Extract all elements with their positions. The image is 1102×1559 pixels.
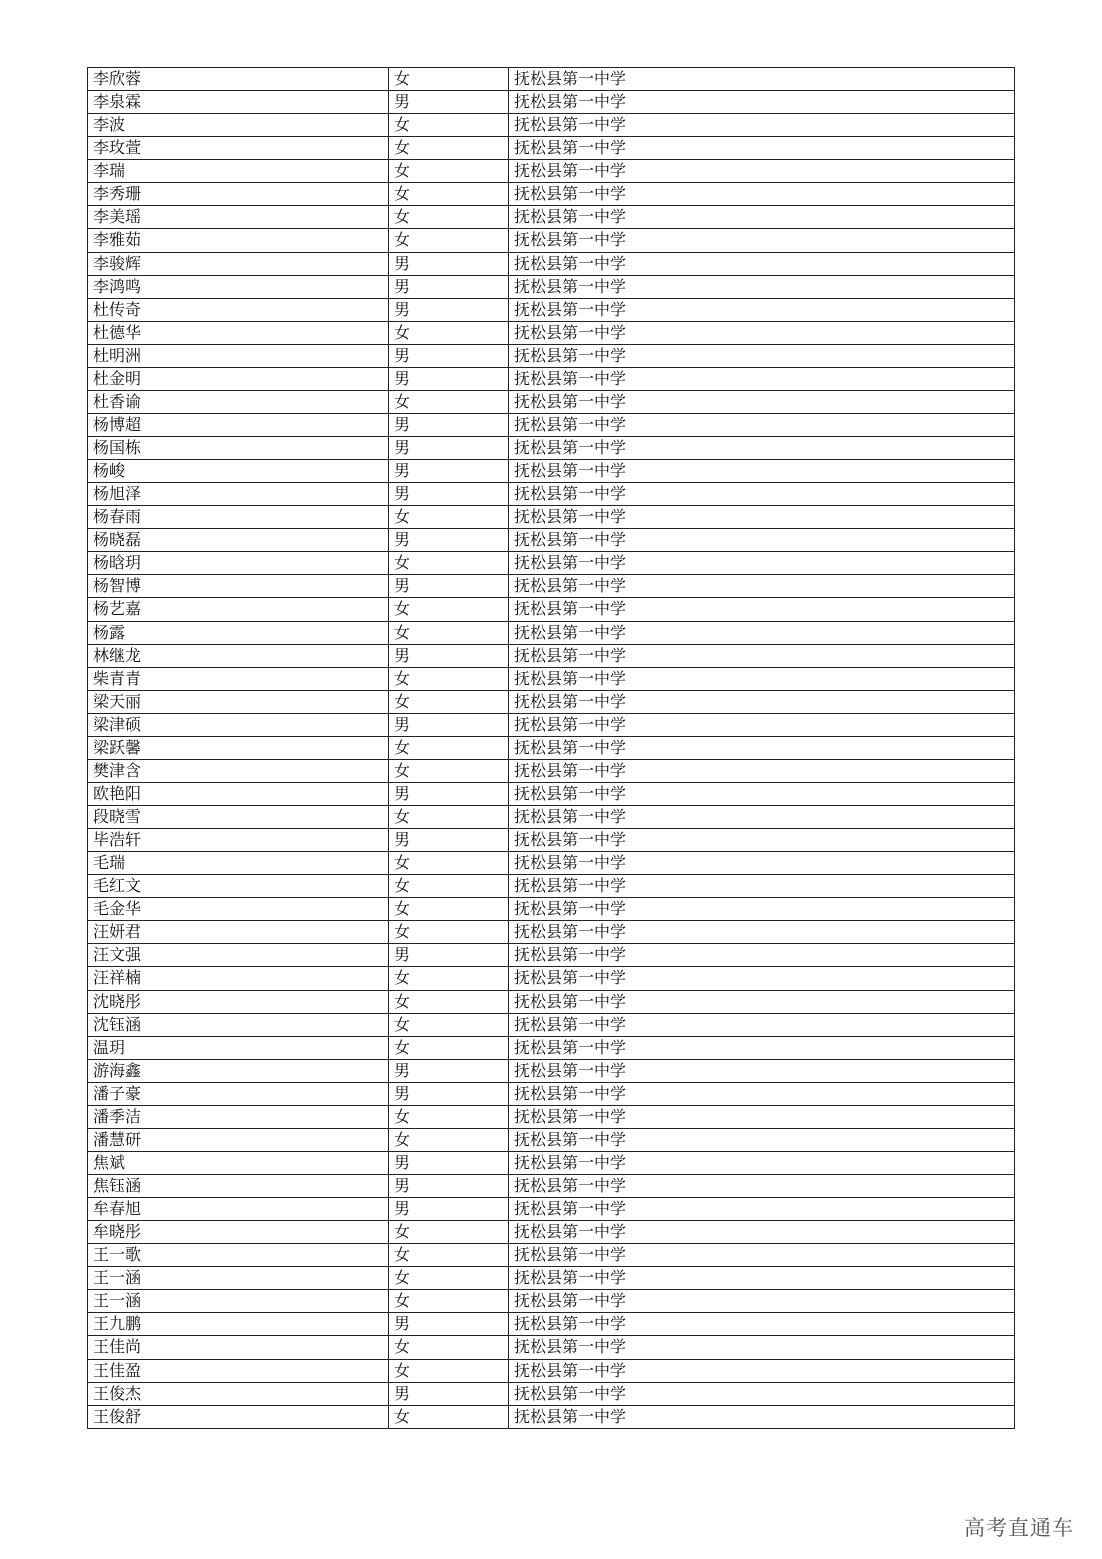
gender-cell: 男 (389, 275, 509, 298)
school-cell: 抚松县第一中学 (509, 1290, 1015, 1313)
name-cell: 王九鹏 (88, 1313, 389, 1336)
gender-cell: 男 (389, 1059, 509, 1082)
table-row (88, 229, 1015, 252)
name-cell: 毕浩轩 (88, 829, 389, 852)
gender-cell: 女 (389, 229, 509, 252)
name-cell: 汪文强 (88, 944, 389, 967)
school-cell: 抚松县第一中学 (509, 91, 1015, 114)
school-cell: 抚松县第一中学 (509, 782, 1015, 805)
name-cell: 杜传奇 (88, 298, 389, 321)
table-row (88, 1128, 1015, 1151)
name-cell: 段晓雪 (88, 806, 389, 829)
gender-cell: 女 (389, 1013, 509, 1036)
table-row (88, 275, 1015, 298)
gender-cell: 女 (389, 1336, 509, 1359)
school-cell: 抚松县第一中学 (509, 506, 1015, 529)
table-row (88, 1198, 1015, 1221)
name-cell: 李瑞 (88, 160, 389, 183)
school-cell: 抚松县第一中学 (509, 921, 1015, 944)
name-cell: 林继龙 (88, 644, 389, 667)
table-row (88, 852, 1015, 875)
school-cell: 抚松县第一中学 (509, 460, 1015, 483)
table-row (88, 413, 1015, 436)
gender-cell: 女 (389, 160, 509, 183)
gender-cell: 女 (389, 1290, 509, 1313)
gender-cell: 女 (389, 506, 509, 529)
name-cell: 杨旭泽 (88, 483, 389, 506)
gender-cell: 男 (389, 1382, 509, 1405)
name-cell: 潘子豪 (88, 1082, 389, 1105)
school-cell: 抚松县第一中学 (509, 667, 1015, 690)
table-row (88, 967, 1015, 990)
table-row (88, 1082, 1015, 1105)
table-row (88, 782, 1015, 805)
gender-cell: 男 (389, 1175, 509, 1198)
table-row (88, 460, 1015, 483)
name-cell: 梁跃馨 (88, 736, 389, 759)
school-cell: 抚松县第一中学 (509, 967, 1015, 990)
gender-cell: 女 (389, 898, 509, 921)
name-cell: 李玫萱 (88, 137, 389, 160)
table-row (88, 736, 1015, 759)
school-cell: 抚松县第一中学 (509, 944, 1015, 967)
school-cell: 抚松县第一中学 (509, 1336, 1015, 1359)
gender-cell: 女 (389, 183, 509, 206)
school-cell: 抚松县第一中学 (509, 1175, 1015, 1198)
name-cell: 李美瑶 (88, 206, 389, 229)
school-cell: 抚松县第一中学 (509, 736, 1015, 759)
name-cell: 王一涵 (88, 1267, 389, 1290)
gender-cell: 男 (389, 529, 509, 552)
name-cell: 汪妍君 (88, 921, 389, 944)
name-cell: 杨国栋 (88, 437, 389, 460)
school-cell: 抚松县第一中学 (509, 598, 1015, 621)
table-row (88, 990, 1015, 1013)
name-cell: 王佳尚 (88, 1336, 389, 1359)
school-cell: 抚松县第一中学 (509, 1359, 1015, 1382)
name-cell: 李欣蓉 (88, 68, 389, 91)
table-row (88, 552, 1015, 575)
name-cell: 焦钰涵 (88, 1175, 389, 1198)
table-row (88, 898, 1015, 921)
name-cell: 欧艳阳 (88, 782, 389, 805)
school-cell: 抚松县第一中学 (509, 1013, 1015, 1036)
gender-cell: 女 (389, 990, 509, 1013)
table-row (88, 437, 1015, 460)
table-row (88, 944, 1015, 967)
school-cell: 抚松县第一中学 (509, 898, 1015, 921)
school-cell: 抚松县第一中学 (509, 1059, 1015, 1082)
table-row (88, 1036, 1015, 1059)
student-table (87, 67, 1015, 1429)
gender-cell: 男 (389, 644, 509, 667)
school-cell: 抚松县第一中学 (509, 829, 1015, 852)
school-cell: 抚松县第一中学 (509, 137, 1015, 160)
school-cell: 抚松县第一中学 (509, 413, 1015, 436)
gender-cell: 男 (389, 575, 509, 598)
table-row (88, 829, 1015, 852)
name-cell: 杨智博 (88, 575, 389, 598)
school-cell: 抚松县第一中学 (509, 552, 1015, 575)
table-row (88, 1244, 1015, 1267)
school-cell: 抚松县第一中学 (509, 644, 1015, 667)
gender-cell: 男 (389, 437, 509, 460)
school-cell: 抚松县第一中学 (509, 875, 1015, 898)
table-row (88, 690, 1015, 713)
table-row (88, 91, 1015, 114)
name-cell: 王俊舒 (88, 1405, 389, 1428)
name-cell: 牟晓彤 (88, 1221, 389, 1244)
school-cell: 抚松县第一中学 (509, 229, 1015, 252)
table-row (88, 1405, 1015, 1428)
name-cell: 杨艺嘉 (88, 598, 389, 621)
school-cell: 抚松县第一中学 (509, 621, 1015, 644)
name-cell: 李鸿鸣 (88, 275, 389, 298)
gender-cell: 女 (389, 852, 509, 875)
gender-cell: 女 (389, 1221, 509, 1244)
gender-cell: 女 (389, 1244, 509, 1267)
table-row (88, 114, 1015, 137)
gender-cell: 男 (389, 298, 509, 321)
table-row (88, 160, 1015, 183)
gender-cell: 女 (389, 806, 509, 829)
table-row (88, 529, 1015, 552)
gender-cell: 男 (389, 460, 509, 483)
gender-cell: 女 (389, 736, 509, 759)
name-cell: 沈晓彤 (88, 990, 389, 1013)
school-cell: 抚松县第一中学 (509, 1313, 1015, 1336)
table-row (88, 137, 1015, 160)
gender-cell: 女 (389, 390, 509, 413)
table-row (88, 506, 1015, 529)
table-row (88, 759, 1015, 782)
table-row (88, 68, 1015, 91)
school-cell: 抚松县第一中学 (509, 713, 1015, 736)
name-cell: 潘季洁 (88, 1105, 389, 1128)
gender-cell: 男 (389, 1313, 509, 1336)
school-cell: 抚松县第一中学 (509, 1244, 1015, 1267)
school-cell: 抚松县第一中学 (509, 183, 1015, 206)
gender-cell: 男 (389, 1198, 509, 1221)
table-row (88, 1221, 1015, 1244)
gender-cell: 女 (389, 875, 509, 898)
gender-cell: 男 (389, 91, 509, 114)
gender-cell: 女 (389, 1267, 509, 1290)
gender-cell: 女 (389, 1128, 509, 1151)
school-cell: 抚松县第一中学 (509, 1267, 1015, 1290)
table-row (88, 298, 1015, 321)
name-cell: 杜香谕 (88, 390, 389, 413)
gender-cell: 男 (389, 483, 509, 506)
gender-cell: 女 (389, 1359, 509, 1382)
name-cell: 王一歌 (88, 1244, 389, 1267)
gender-cell: 女 (389, 921, 509, 944)
name-cell: 杜金明 (88, 367, 389, 390)
gender-cell: 女 (389, 321, 509, 344)
school-cell: 抚松县第一中学 (509, 1382, 1015, 1405)
name-cell: 杨春雨 (88, 506, 389, 529)
gender-cell: 男 (389, 713, 509, 736)
name-cell: 游海鑫 (88, 1059, 389, 1082)
table-row (88, 344, 1015, 367)
name-cell: 汪祥楠 (88, 967, 389, 990)
school-cell: 抚松县第一中学 (509, 852, 1015, 875)
table-row (88, 644, 1015, 667)
table-row (88, 1290, 1015, 1313)
table-row (88, 252, 1015, 275)
school-cell: 抚松县第一中学 (509, 114, 1015, 137)
table-row (88, 1013, 1015, 1036)
name-cell: 杨晗玥 (88, 552, 389, 575)
table-row (88, 1336, 1015, 1359)
school-cell: 抚松县第一中学 (509, 321, 1015, 344)
name-cell: 李雅茹 (88, 229, 389, 252)
gender-cell: 女 (389, 667, 509, 690)
name-cell: 杜德华 (88, 321, 389, 344)
gender-cell: 男 (389, 1082, 509, 1105)
school-cell: 抚松县第一中学 (509, 575, 1015, 598)
gender-cell: 男 (389, 367, 509, 390)
school-cell: 抚松县第一中学 (509, 437, 1015, 460)
school-cell: 抚松县第一中学 (509, 1151, 1015, 1174)
gender-cell: 女 (389, 137, 509, 160)
school-cell: 抚松县第一中学 (509, 298, 1015, 321)
school-cell: 抚松县第一中学 (509, 390, 1015, 413)
gender-cell: 男 (389, 782, 509, 805)
name-cell: 王一涵 (88, 1290, 389, 1313)
gender-cell: 女 (389, 1105, 509, 1128)
school-cell: 抚松县第一中学 (509, 68, 1015, 91)
gender-cell: 男 (389, 413, 509, 436)
gender-cell: 女 (389, 114, 509, 137)
school-cell: 抚松县第一中学 (509, 1198, 1015, 1221)
gender-cell: 女 (389, 552, 509, 575)
table-row (88, 621, 1015, 644)
gender-cell: 女 (389, 690, 509, 713)
school-cell: 抚松县第一中学 (509, 529, 1015, 552)
table-row (88, 1313, 1015, 1336)
school-cell: 抚松县第一中学 (509, 252, 1015, 275)
name-cell: 沈钰涵 (88, 1013, 389, 1036)
school-cell: 抚松县第一中学 (509, 1128, 1015, 1151)
gender-cell: 女 (389, 68, 509, 91)
name-cell: 李骏辉 (88, 252, 389, 275)
school-cell: 抚松县第一中学 (509, 1221, 1015, 1244)
gender-cell: 女 (389, 759, 509, 782)
school-cell: 抚松县第一中学 (509, 1036, 1015, 1059)
name-cell: 毛金华 (88, 898, 389, 921)
school-cell: 抚松县第一中学 (509, 344, 1015, 367)
table-row (88, 921, 1015, 944)
gender-cell: 女 (389, 206, 509, 229)
student-table-body (88, 68, 1015, 1429)
name-cell: 李泉霖 (88, 91, 389, 114)
gender-cell: 女 (389, 621, 509, 644)
school-cell: 抚松县第一中学 (509, 759, 1015, 782)
name-cell: 温玥 (88, 1036, 389, 1059)
name-cell: 牟春旭 (88, 1198, 389, 1221)
table-row (88, 1267, 1015, 1290)
gender-cell: 女 (389, 1036, 509, 1059)
name-cell: 杨露 (88, 621, 389, 644)
table-row (88, 575, 1015, 598)
table-row (88, 1151, 1015, 1174)
table-row (88, 483, 1015, 506)
name-cell: 柴青青 (88, 667, 389, 690)
school-cell: 抚松县第一中学 (509, 1105, 1015, 1128)
name-cell: 杨峻 (88, 460, 389, 483)
school-cell: 抚松县第一中学 (509, 483, 1015, 506)
school-cell: 抚松县第一中学 (509, 990, 1015, 1013)
table-row (88, 1105, 1015, 1128)
table-row (88, 321, 1015, 344)
gender-cell: 女 (389, 967, 509, 990)
school-cell: 抚松县第一中学 (509, 1082, 1015, 1105)
name-cell: 毛红文 (88, 875, 389, 898)
table-row (88, 806, 1015, 829)
table-row (88, 1175, 1015, 1198)
gender-cell: 男 (389, 944, 509, 967)
gender-cell: 男 (389, 252, 509, 275)
name-cell: 李波 (88, 114, 389, 137)
gender-cell: 男 (389, 1151, 509, 1174)
name-cell: 樊津含 (88, 759, 389, 782)
school-cell: 抚松县第一中学 (509, 160, 1015, 183)
school-cell: 抚松县第一中学 (509, 275, 1015, 298)
name-cell: 王俊杰 (88, 1382, 389, 1405)
table-row (88, 598, 1015, 621)
gender-cell: 男 (389, 344, 509, 367)
table-row (88, 1359, 1015, 1382)
table-row (88, 667, 1015, 690)
name-cell: 王佳盈 (88, 1359, 389, 1382)
name-cell: 李秀珊 (88, 183, 389, 206)
name-cell: 梁天丽 (88, 690, 389, 713)
gender-cell: 男 (389, 829, 509, 852)
table-row (88, 713, 1015, 736)
name-cell: 毛瑞 (88, 852, 389, 875)
school-cell: 抚松县第一中学 (509, 1405, 1015, 1428)
name-cell: 杨晓磊 (88, 529, 389, 552)
name-cell: 梁津硕 (88, 713, 389, 736)
table-row (88, 390, 1015, 413)
school-cell: 抚松县第一中学 (509, 206, 1015, 229)
table-row (88, 367, 1015, 390)
school-cell: 抚松县第一中学 (509, 690, 1015, 713)
gender-cell: 女 (389, 1405, 509, 1428)
school-cell: 抚松县第一中学 (509, 806, 1015, 829)
watermark-text: 高考直通车 (964, 1516, 1074, 1540)
table-row (88, 183, 1015, 206)
name-cell: 杨博超 (88, 413, 389, 436)
table-row (88, 206, 1015, 229)
table-row (88, 1059, 1015, 1082)
gender-cell: 女 (389, 598, 509, 621)
name-cell: 杜明洲 (88, 344, 389, 367)
table-row (88, 1382, 1015, 1405)
name-cell: 焦斌 (88, 1151, 389, 1174)
school-cell: 抚松县第一中学 (509, 367, 1015, 390)
table-row (88, 875, 1015, 898)
name-cell: 潘慧研 (88, 1128, 389, 1151)
